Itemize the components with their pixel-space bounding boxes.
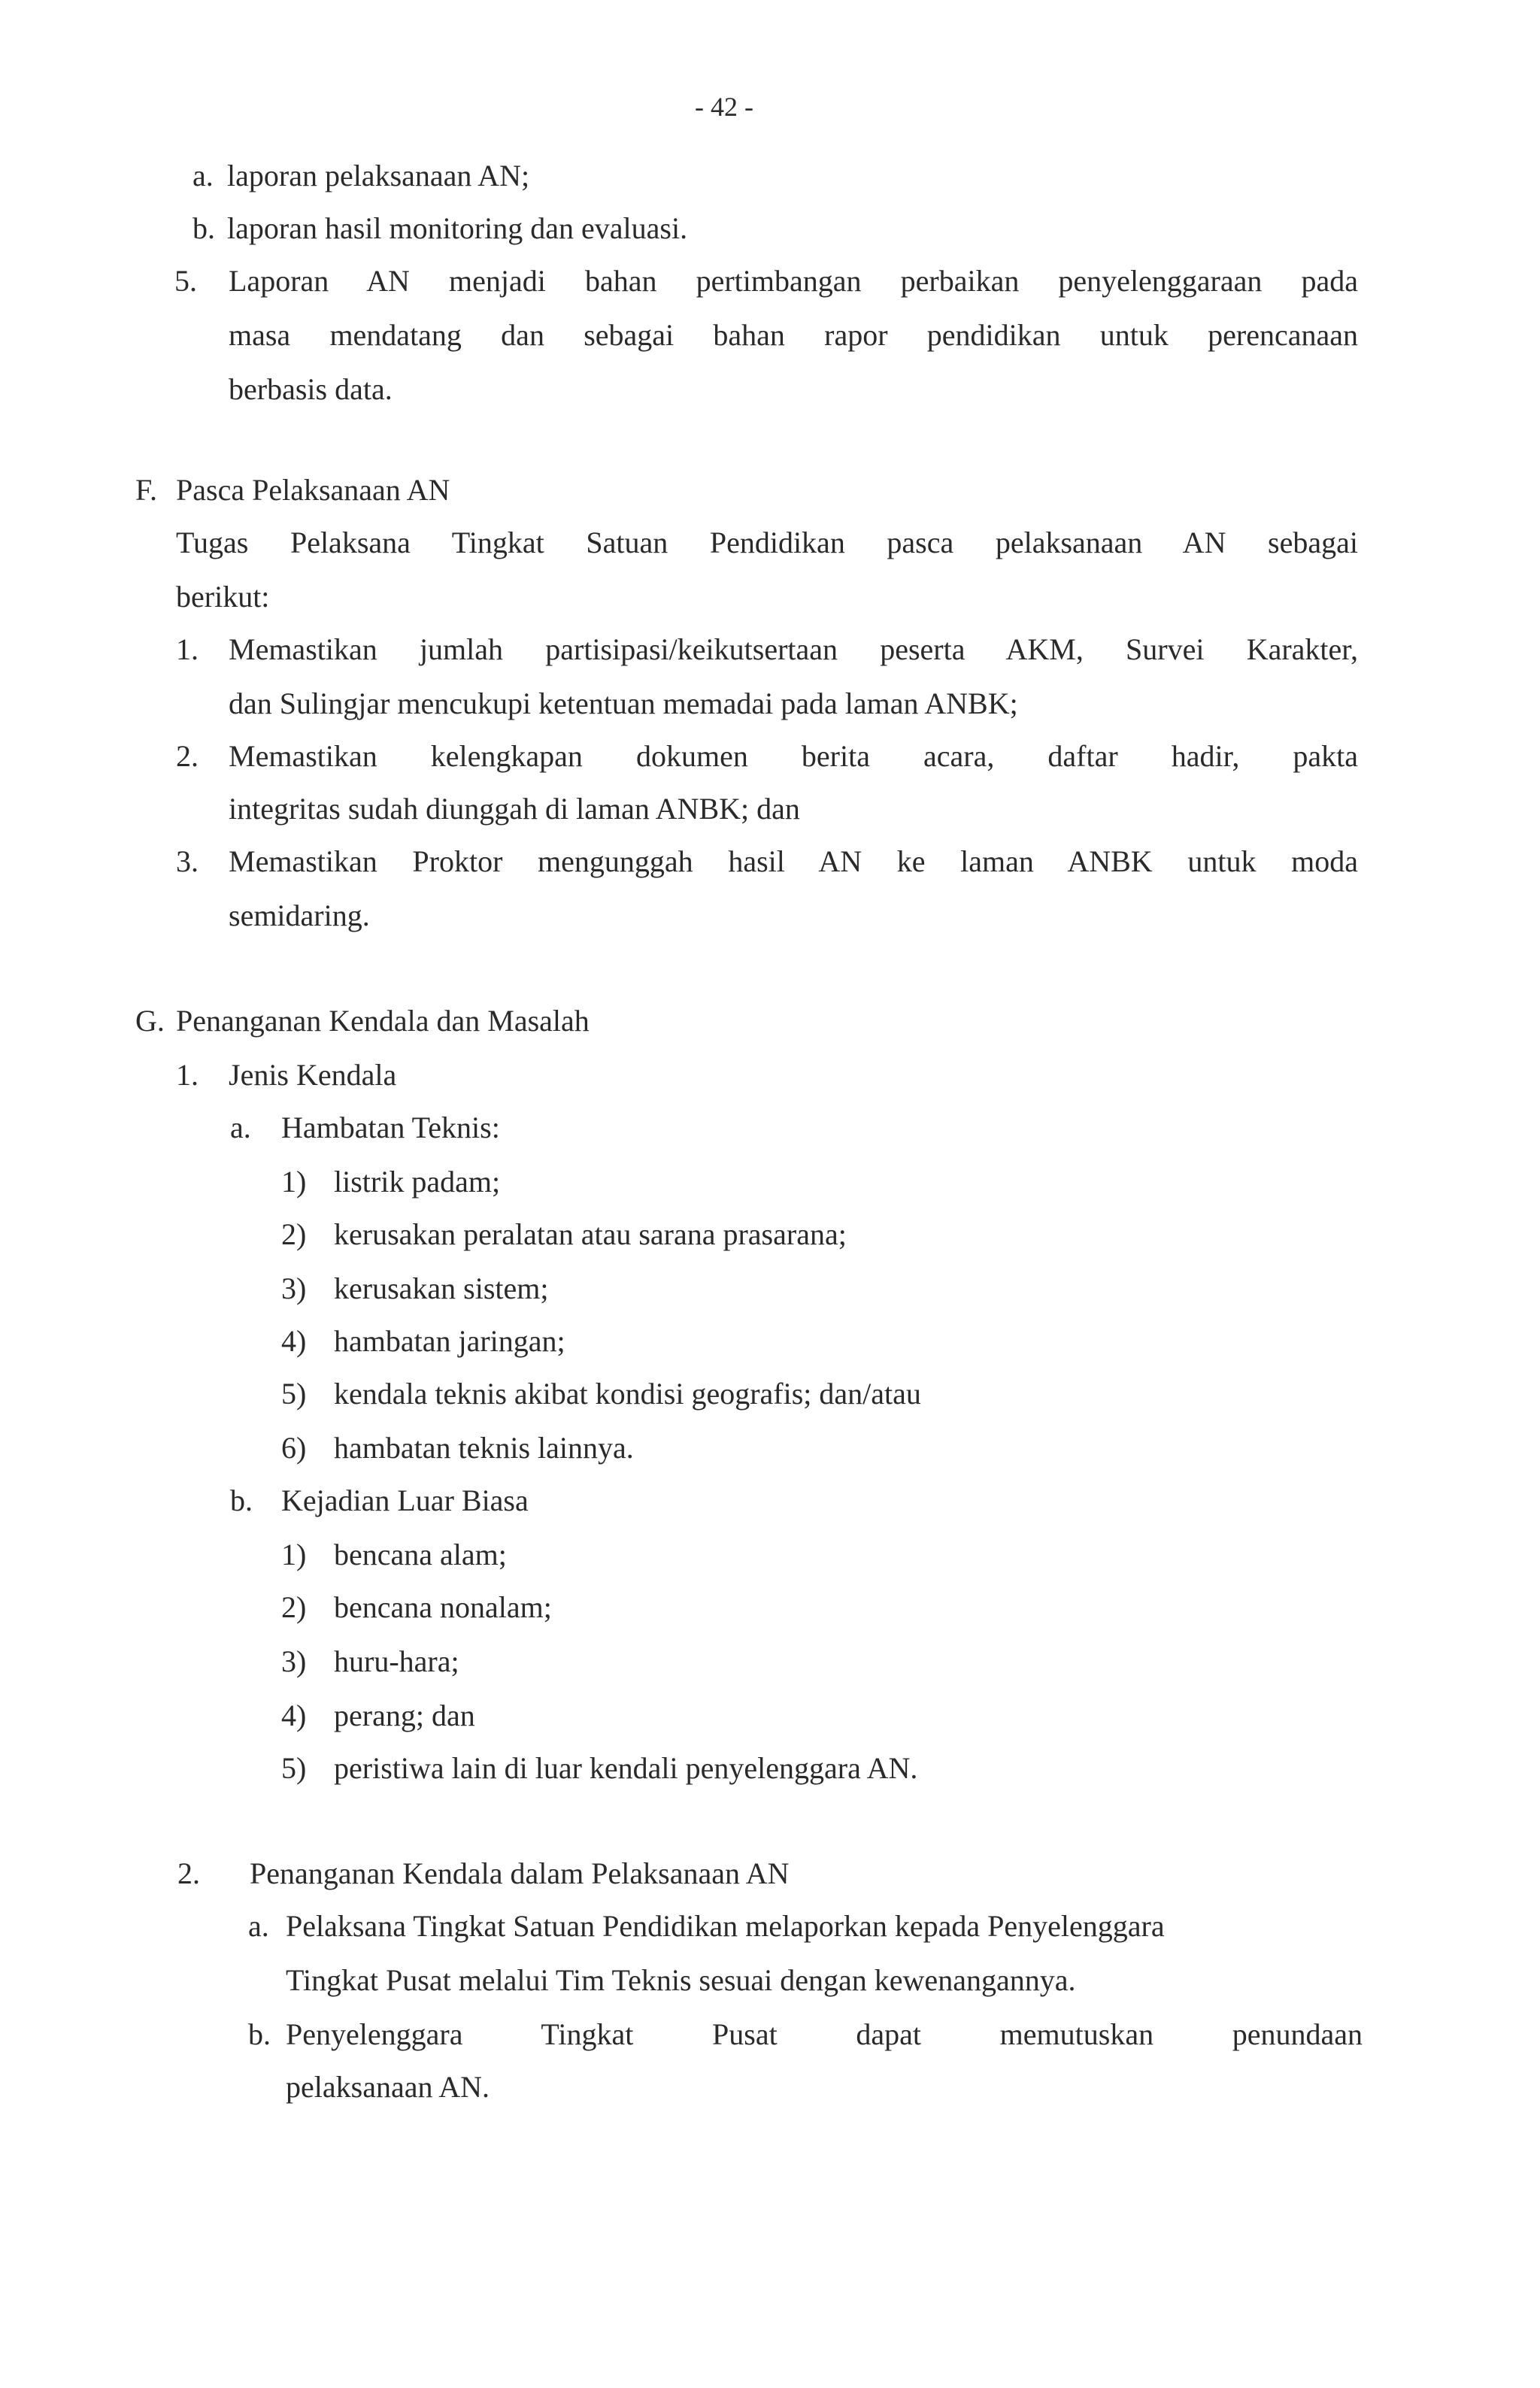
list-marker: 1) <box>281 1165 307 1199</box>
subsection-heading: Hambatan Teknis: <box>281 1111 500 1144</box>
list-item-line: Memastikan Proktor mengunggah hasil AN ke laman ANBK untuk moda <box>229 844 1358 878</box>
list-marker: 3. <box>176 844 199 878</box>
list-marker: 2) <box>281 1217 307 1251</box>
list-item-line: Memastikan jumlah partisipasi/keikutsertaan peserta AKM, Survei Karakter, <box>229 632 1358 666</box>
paragraph-line: masa mendatang dan sebagai bahan rapor pendidikan untuk perencanaan <box>229 318 1358 352</box>
subsection-heading: Penanganan Kendala dalam Pelaksanaan AN <box>250 1856 790 1890</box>
list-marker: b. <box>248 2017 271 2051</box>
list-marker: b. <box>230 1483 253 1517</box>
list-item-line: semidaring. <box>229 899 370 932</box>
list-marker: 2. <box>177 1856 200 1890</box>
list-item-text: kerusakan peralatan atau sarana prasarana; <box>334 1217 847 1251</box>
list-marker: 3) <box>281 1644 307 1678</box>
list-marker: a. <box>230 1111 251 1144</box>
list-item-line: Memastikan kelengkapan dokumen berita acara, daftar hadir, pakta <box>229 739 1358 773</box>
list-marker: 2. <box>176 739 199 773</box>
list-item-line: Tingkat Pusat melalui Tim Teknis sesuai dengan kewenangannya. <box>286 1963 1076 1997</box>
list-marker: 4) <box>281 1699 307 1732</box>
list-item-line: Pelaksana Tingkat Satuan Pendidikan melaporkan kepada Penyelenggara <box>286 1909 1165 1943</box>
list-item-text: kendala teknis akibat kondisi geografis; dan/atau <box>334 1377 921 1411</box>
list-marker: 4) <box>281 1324 307 1358</box>
paragraph-line: Laporan AN menjadi bahan pertimbangan perbaikan penyelenggaraan pada <box>229 264 1358 298</box>
list-item-text: bencana alam; <box>334 1538 507 1571</box>
section-marker: G. <box>135 1004 165 1038</box>
list-item-text: peristiwa lain di luar kendali penyelenggara AN. <box>334 1751 918 1785</box>
subsection-heading: Jenis Kendala <box>229 1058 397 1092</box>
list-item-line: Penyelenggara Tingkat Pusat dapat memutuskan penundaan <box>286 2017 1363 2051</box>
paragraph-line: Tugas Pelaksana Tingkat Satuan Pendidikan pasca pelaksanaan AN sebagai <box>176 526 1358 559</box>
section-heading: Pasca Pelaksanaan AN <box>176 473 450 507</box>
list-item-text: huru-hara; <box>334 1644 459 1678</box>
list-marker: a. <box>192 159 214 192</box>
list-item-text: listrik padam; <box>334 1165 501 1199</box>
list-item-text: kerusakan sistem; <box>334 1271 549 1305</box>
paragraph-line: berbasis data. <box>229 372 393 406</box>
list-marker: 3) <box>281 1271 307 1305</box>
section-marker: F. <box>135 473 158 507</box>
page-number: - 42 - <box>695 92 753 122</box>
list-marker: b. <box>192 211 215 245</box>
list-item-text: laporan hasil monitoring dan evaluasi. <box>227 211 688 245</box>
list-item-text: perang; dan <box>334 1699 475 1732</box>
list-marker: a. <box>248 1909 269 1943</box>
list-marker: 1. <box>176 1058 199 1092</box>
list-item-line: dan Sulingjar mencukupi ketentuan memadai pada laman ANBK; <box>229 686 1018 720</box>
section-heading: Penanganan Kendala dan Masalah <box>176 1004 590 1038</box>
subsection-heading: Kejadian Luar Biasa <box>281 1483 529 1517</box>
list-marker: 2) <box>281 1590 307 1624</box>
list-item-line: integritas sudah diunggah di laman ANBK; dan <box>229 792 800 826</box>
list-marker: 6) <box>281 1431 307 1465</box>
paragraph-line: berikut: <box>176 580 270 614</box>
list-marker: 1. <box>176 632 199 666</box>
list-item-text: hambatan jaringan; <box>334 1324 565 1358</box>
list-marker: 5. <box>174 264 197 298</box>
list-marker: 5) <box>281 1751 307 1785</box>
list-marker: 5) <box>281 1377 307 1411</box>
list-item-line: pelaksanaan AN. <box>286 2070 490 2104</box>
list-marker: 1) <box>281 1538 307 1571</box>
list-item-text: hambatan teknis lainnya. <box>334 1431 634 1465</box>
list-item-text: laporan pelaksanaan AN; <box>227 159 530 192</box>
list-item-text: bencana nonalam; <box>334 1590 552 1624</box>
